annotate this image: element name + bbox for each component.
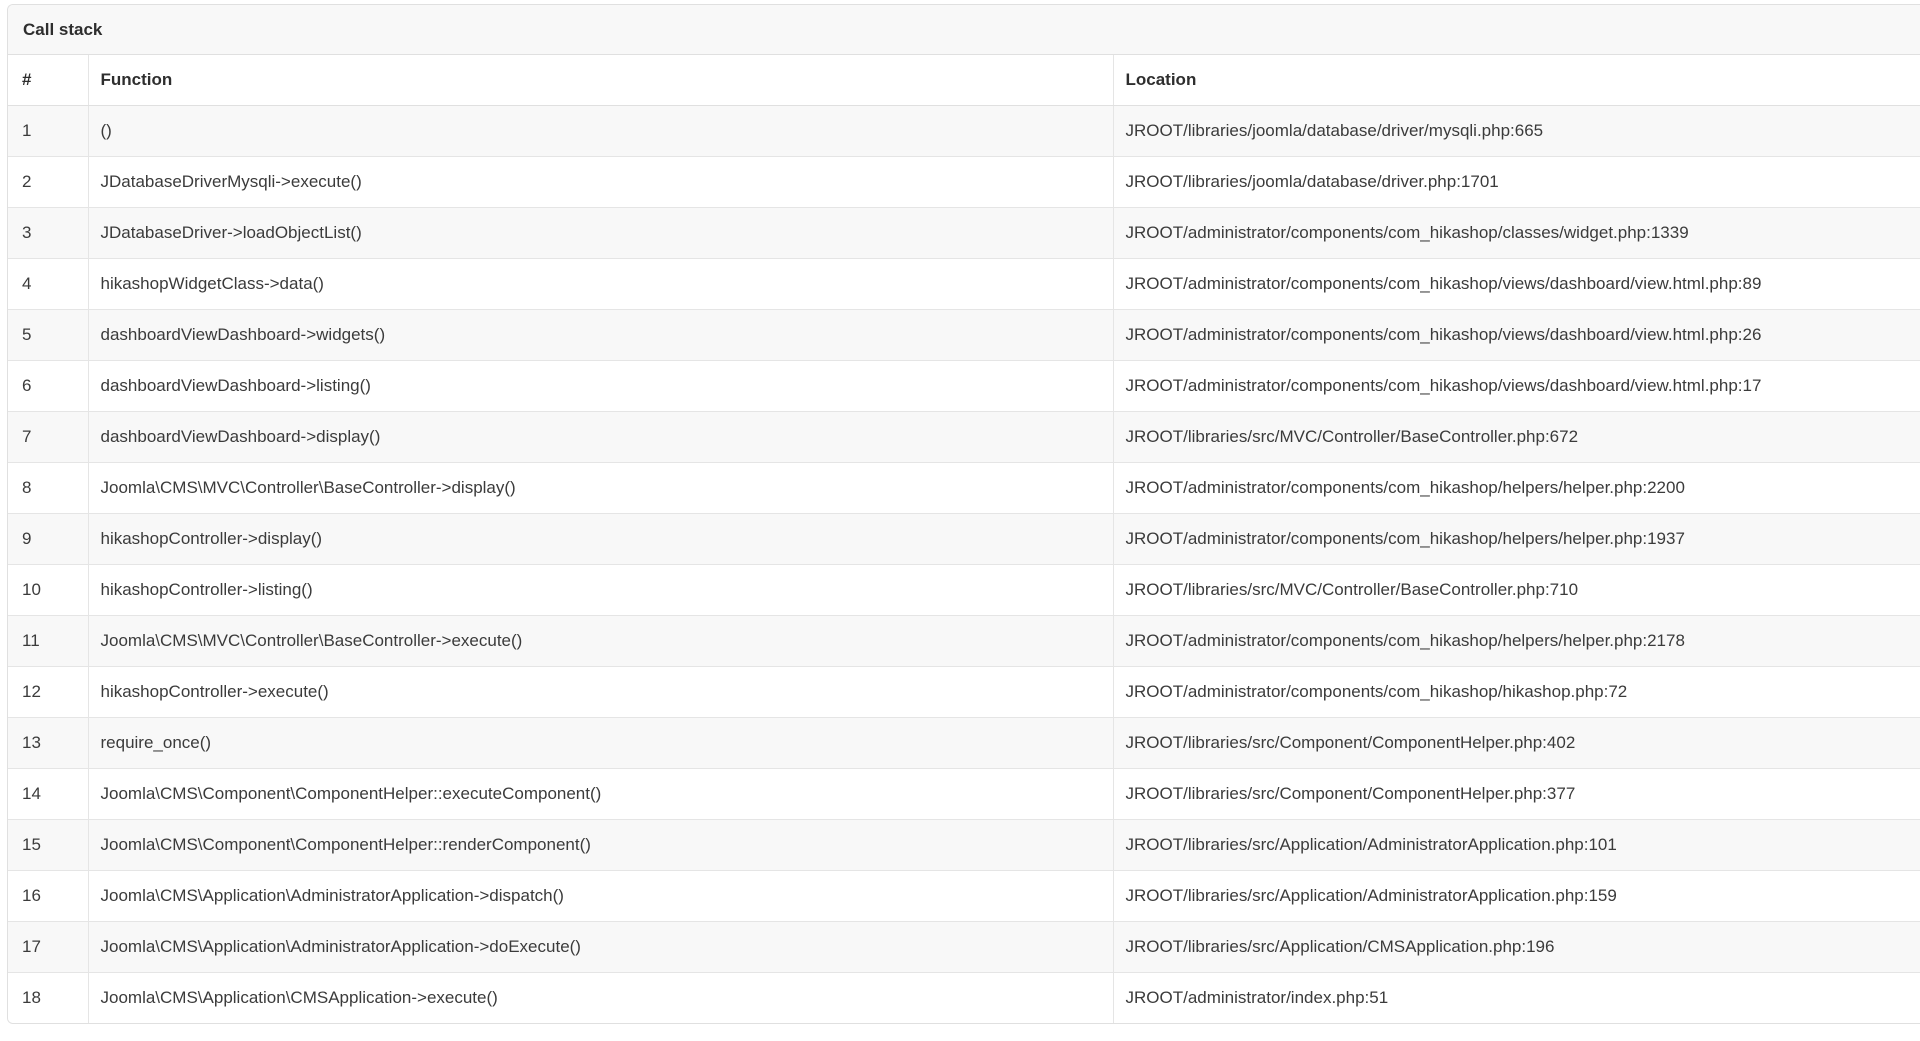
cell-function: dashboardViewDashboard->listing(): [88, 361, 1113, 412]
cell-location: JROOT/libraries/joomla/database/driver.php:1701: [1113, 157, 1920, 208]
table-row: [8, 565, 1920, 616]
cell-location: JROOT/administrator/components/com_hikashop/views/dashboard/view.html.php:17: [1113, 361, 1920, 412]
cell-location: JROOT/administrator/components/com_hikashop/helpers/helper.php:1937: [1113, 514, 1920, 565]
cell-location: JROOT/libraries/src/Component/ComponentHelper.php:402: [1113, 718, 1920, 769]
table-row: [8, 157, 1920, 208]
cell-function: dashboardViewDashboard->display(): [88, 412, 1113, 463]
cell-function: Joomla\CMS\Component\ComponentHelper::renderComponent(): [88, 820, 1113, 871]
call-stack-table: [8, 55, 1920, 1023]
table-row: [8, 718, 1920, 769]
cell-number: 12: [22, 682, 41, 701]
call-stack-panel: [7, 4, 1920, 1024]
cell-function: hikashopController->listing(): [88, 565, 1113, 616]
cell-function: Joomla\CMS\MVC\Controller\BaseController->execute(): [88, 616, 1113, 667]
cell-location: JROOT/administrator/components/com_hikashop/helpers/helper.php:2200: [1113, 463, 1920, 514]
cell-function: Joomla\CMS\Application\AdministratorApplication->dispatch(): [88, 871, 1113, 922]
cell-function: hikashopController->execute(): [88, 667, 1113, 718]
table-row: [8, 769, 1920, 820]
table-header-row: [8, 55, 1920, 106]
cell-number: 5: [22, 325, 32, 344]
cell-location: JROOT/libraries/src/Application/AdministratorApplication.php:101: [1113, 820, 1920, 871]
cell-number: 1: [22, 121, 32, 140]
cell-function: JDatabaseDriverMysqli->execute(): [88, 157, 1113, 208]
table-row: [8, 106, 1920, 157]
call-stack-title: Call stack: [8, 5, 1920, 55]
table-row: [8, 973, 1920, 1024]
table-row: [8, 412, 1920, 463]
cell-function: hikashopWidgetClass->data(): [88, 259, 1113, 310]
cell-function: JDatabaseDriver->loadObjectList(): [88, 208, 1113, 259]
cell-function: Joomla\CMS\Application\AdministratorApplication->doExecute(): [88, 922, 1113, 973]
cell-number: 17: [22, 937, 41, 956]
cell-location: JROOT/administrator/components/com_hikashop/views/dashboard/view.html.php:26: [1113, 310, 1920, 361]
cell-location: JROOT/administrator/components/com_hikashop/classes/widget.php:1339: [1113, 208, 1920, 259]
table-row: [8, 514, 1920, 565]
column-header-function: Function: [88, 55, 1113, 106]
table-row: [8, 820, 1920, 871]
cell-number: 16: [22, 886, 41, 905]
cell-number: 10: [22, 580, 41, 599]
table-body: [8, 106, 1920, 1024]
cell-function: (): [88, 106, 1113, 157]
cell-location: JROOT/libraries/src/Component/ComponentHelper.php:377: [1113, 769, 1920, 820]
cell-number: 14: [22, 784, 41, 803]
cell-location: JROOT/administrator/components/com_hikashop/helpers/helper.php:2178: [1113, 616, 1920, 667]
table-row: [8, 259, 1920, 310]
cell-function: dashboardViewDashboard->widgets(): [88, 310, 1113, 361]
table-row: [8, 616, 1920, 667]
cell-location: JROOT/libraries/joomla/database/driver/mysqli.php:665: [1113, 106, 1920, 157]
cell-location: JROOT/administrator/components/com_hikashop/hikashop.php:72: [1113, 667, 1920, 718]
column-header-number: #: [8, 55, 88, 106]
cell-function: Joomla\CMS\Application\CMSApplication->execute(): [88, 973, 1113, 1024]
cell-location: JROOT/libraries/src/MVC/Controller/BaseController.php:672: [1113, 412, 1920, 463]
cell-location: JROOT/administrator/index.php:51: [1113, 973, 1920, 1024]
table-row: [8, 463, 1920, 514]
cell-function: require_once(): [88, 718, 1113, 769]
cell-function: Joomla\CMS\Component\ComponentHelper::executeComponent(): [88, 769, 1113, 820]
cell-function: Joomla\CMS\MVC\Controller\BaseController->display(): [88, 463, 1113, 514]
cell-number: 3: [22, 223, 32, 242]
table-row: [8, 361, 1920, 412]
cell-number: 9: [22, 529, 32, 548]
table-header: [8, 55, 1920, 106]
cell-number: 2: [22, 172, 32, 191]
table-row: [8, 310, 1920, 361]
cell-number: 6: [22, 376, 32, 395]
cell-location: JROOT/libraries/src/Application/AdministratorApplication.php:159: [1113, 871, 1920, 922]
table-row: [8, 922, 1920, 973]
cell-number: 4: [22, 274, 32, 293]
cell-function: hikashopController->display(): [88, 514, 1113, 565]
cell-number: 13: [22, 733, 41, 752]
cell-location: JROOT/libraries/src/MVC/Controller/BaseController.php:710: [1113, 565, 1920, 616]
cell-location: JROOT/libraries/src/Application/CMSApplication.php:196: [1113, 922, 1920, 973]
cell-location: JROOT/administrator/components/com_hikashop/views/dashboard/view.html.php:89: [1113, 259, 1920, 310]
cell-number: 11: [22, 631, 40, 650]
cell-number: 7: [22, 427, 32, 446]
table-row: [8, 208, 1920, 259]
table-row: [8, 871, 1920, 922]
table-row: [8, 667, 1920, 718]
column-header-location: Location: [1113, 55, 1920, 106]
cell-number: 18: [22, 988, 41, 1007]
cell-number: 8: [22, 478, 32, 497]
cell-number: 15: [22, 835, 41, 854]
